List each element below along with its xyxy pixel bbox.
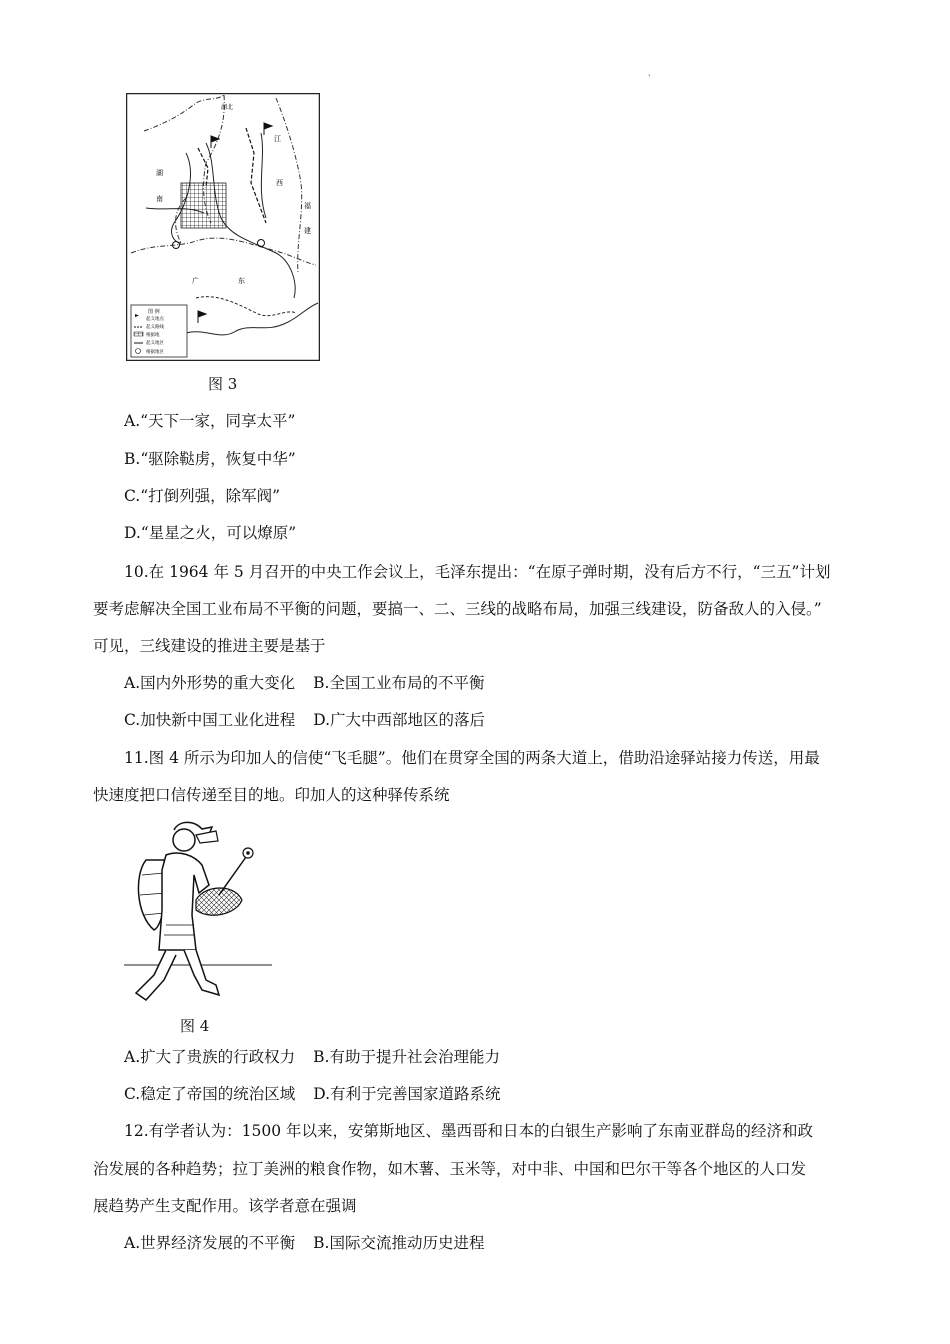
messenger-illustration: [124, 815, 272, 1010]
figure-4-caption: 图 4: [180, 1017, 210, 1035]
svg-text:湖: 湖: [156, 169, 163, 177]
q12-line-1: 12.有学者认为：1500 年以来，安第斯地区、墨西哥和日本的白银生产影响了东南亚群岛的经济和政: [124, 1122, 814, 1140]
svg-text:江: 江: [274, 135, 281, 143]
svg-text:起义地区: 起义地区: [146, 341, 164, 346]
q10-option-c: C.加快新中国工业化进程: [124, 711, 296, 729]
q11-options-row-2: [124, 1083, 501, 1105]
svg-text:建: 建: [304, 227, 311, 235]
q10-options-row-2: [124, 709, 485, 731]
q12-option-b: B.国际交流推动历史进程: [313, 1234, 485, 1252]
q11-option-a: A.扩大了贵族的行政权力: [124, 1048, 296, 1066]
q11-option-b: B.有助于提升社会治理能力: [313, 1048, 500, 1066]
svg-text:根据地: 根据地: [146, 333, 160, 338]
q12-line-2: 治发展的各种趋势；拉丁美洲的粮食作物，如木薯、玉米等，对中非、中国和巴尔干等各个地区的人口发: [93, 1160, 807, 1178]
q10-line-3: 可见，三线建设的推进主要是基于: [93, 637, 326, 655]
svg-text:南: 南: [156, 195, 163, 203]
map-illustration: [126, 93, 320, 361]
q11-line-2: 快速度把口信传递至目的地。印加人的这种驿传系统: [93, 786, 450, 804]
svg-text:图 例: 图 例: [148, 309, 160, 315]
svg-text:福: 福: [304, 202, 311, 210]
q10-option-a: A.国内外形势的重大变化: [124, 674, 296, 692]
q12-option-a: A.世界经济发展的不平衡: [124, 1234, 296, 1252]
q11-option-d: D.有利于完善国家道路系统: [313, 1085, 501, 1103]
figure-3-map: [126, 93, 320, 361]
q10-option-b: B.全国工业布局的不平衡: [313, 674, 485, 692]
svg-text:起义地点: 起义地点: [146, 317, 164, 322]
q11-options-row-1: [124, 1046, 500, 1068]
svg-text:西: 西: [276, 179, 283, 187]
q9-option-c: C.“打倒列强，除军阀”: [124, 487, 281, 505]
stray-mark: ': [648, 74, 651, 84]
q11-option-c: C.稳定了帝国的统治区域: [124, 1085, 296, 1103]
svg-text:根据地区: 根据地区: [146, 350, 164, 355]
q11-line-1: 11.图 4 所示为印加人的信使“飞毛腿”。他们在贯穿全国的两条大道上，借助沿途驿站接力传送，用最: [124, 749, 820, 767]
q12-options-row-1: [124, 1232, 484, 1254]
q10-line-2: 要考虑解决全国工业布局不平衡的问题，要搞一、二、三线的战略布局，加强三线建设，防备敌人的入侵。”: [93, 600, 822, 618]
q10-options-row-1: [124, 672, 484, 694]
q10-line-1: 10.在 1964 年 5 月召开的中央工作会议上，毛泽东提出：“在原子弹时期，没有后方不行，“三五”计划: [124, 563, 831, 581]
figure-3-caption: 图 3: [208, 375, 238, 393]
svg-text:湖北: 湖北: [221, 104, 234, 111]
q10-option-d: D.广大中西部地区的落后: [313, 711, 486, 729]
svg-text:起义路线: 起义路线: [146, 325, 164, 330]
q9-option-a: A.“天下一家，同享太平”: [124, 412, 296, 430]
q9-option-b: B.“驱除鞑虏，恢复中华”: [124, 450, 296, 468]
q9-option-d: D.“星星之火，可以燎原”: [124, 524, 297, 542]
figure-4-messenger: [124, 815, 272, 1010]
svg-text:广: 广: [192, 277, 199, 285]
q12-line-3: 展趋势产生支配作用。该学者意在强调: [93, 1197, 357, 1215]
svg-text:东: 东: [238, 277, 245, 285]
